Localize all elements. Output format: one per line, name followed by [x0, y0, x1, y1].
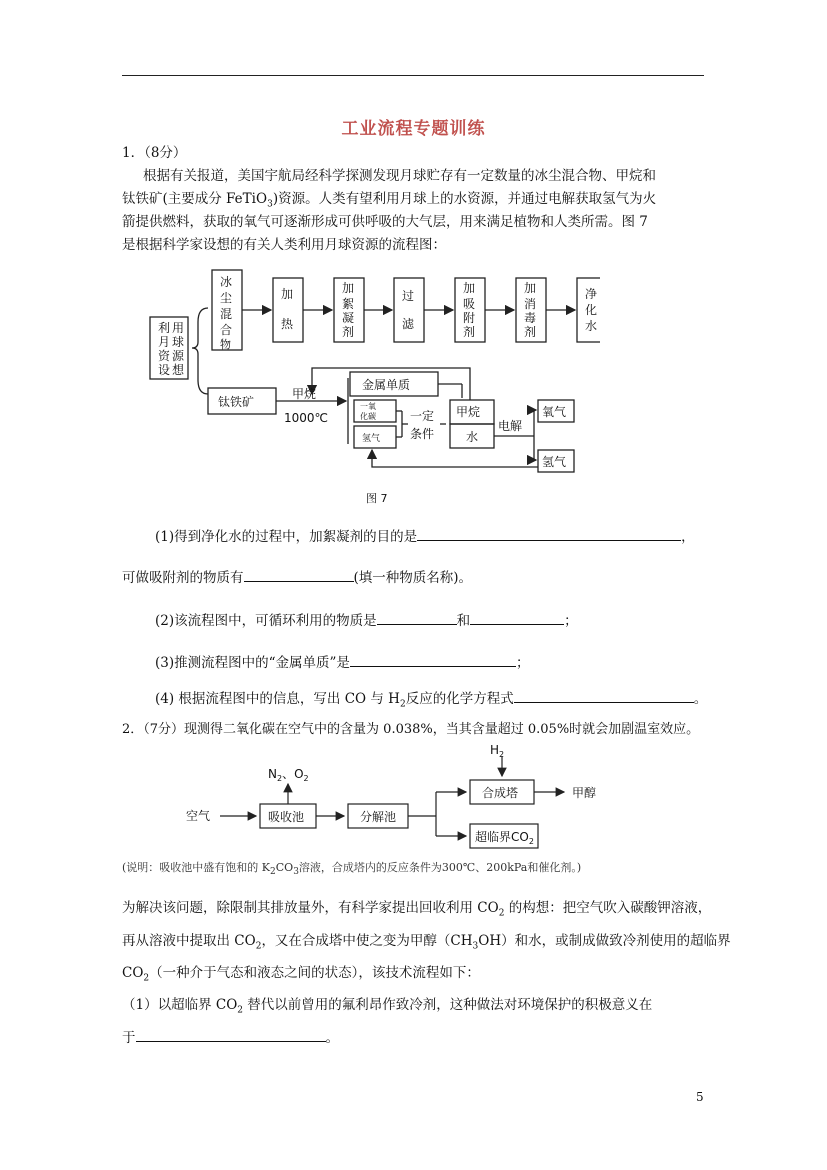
svg-text:金属单质: 金属单质 — [362, 378, 411, 392]
q2-para-3: $CO_2$（一种介于气态和液态之间的状态），该技术流程如下： — [122, 965, 480, 984]
q1-head: 1．（8分） — [122, 145, 187, 161]
svg-text:一定: 一定 — [410, 409, 435, 423]
svg-text:附: 附 — [463, 311, 476, 325]
flowchart-figure-7 — [140, 262, 600, 512]
svg-text:球: 球 — [172, 335, 185, 349]
svg-text:絮: 絮 — [342, 297, 355, 311]
page-number: 5 — [696, 1090, 704, 1104]
svg-text:水: 水 — [466, 430, 479, 444]
svg-text:剂: 剂 — [342, 325, 355, 339]
ore-text: 钛铁矿 — [218, 395, 255, 409]
left-label-col1-1: 利 — [158, 321, 171, 335]
answer-blank-5[interactable] — [350, 652, 516, 667]
q2-note: (说明：吸收池中盛有饱和的 $K_2CO_3$溶液，合成塔内的反应条件为300℃、200kPa和催化剂。) — [122, 861, 582, 878]
svg-text:甲烷: 甲烷 — [292, 387, 317, 401]
svg-text:合成塔: 合成塔 — [482, 786, 519, 800]
q2-sub1-b: 于 。 — [122, 1027, 339, 1048]
svg-text:氢气: 氢气 — [362, 434, 381, 444]
svg-text:过: 过 — [402, 289, 415, 303]
brace — [192, 308, 208, 394]
q2-para-2: 再从溶液中提取出 $CO_2$，又在合成塔中使之变为甲醇$(CH_3OH)$和水，或制成做致冷剂使用的超临界 — [122, 933, 731, 952]
svg-text:甲醇: 甲醇 — [572, 786, 597, 800]
svg-text:加: 加 — [281, 287, 294, 301]
q1-intro-1: 根据有关报道，美国宇航局经科学探测发现月球贮存有一定数量的冰尘混合物、甲烷和 — [143, 168, 656, 184]
svg-text:合: 合 — [220, 323, 233, 337]
svg-text:剂: 剂 — [463, 325, 476, 339]
svg-text:冰: 冰 — [220, 275, 233, 289]
svg-text:剂: 剂 — [524, 325, 537, 339]
q2-sub1-a: （1）以超临界 $CO_2$ 替代以前曾用的氟利昂作致冷剂，这种做法对环境保护的积极意义在 — [122, 997, 653, 1016]
svg-text:空气: 空气 — [186, 809, 211, 823]
svg-text:H2: $H_2$ — [490, 743, 505, 759]
answer-blank-6[interactable] — [514, 688, 694, 703]
svg-text:尘: 尘 — [220, 291, 233, 305]
figure-caption: 图 7 — [366, 492, 388, 505]
svg-text:混: 混 — [220, 307, 233, 321]
q1-intro-3: 箭提供燃料，获取的氧气可逐渐形成可供呼吸的大气层，用来满足植物和人类所需。图 7 — [122, 214, 648, 230]
q1-sub4: (4) 根据流程图中的信息，写出 CO 与 $H_2$反应的化学方程式 。 — [155, 688, 707, 715]
q2-head: 2．（7分）现测得二氧化碳在空气中的含量为 0.038%，当其含量超过 0.05%时就会加剧温室效应。 — [122, 722, 700, 737]
svg-text:加: 加 — [463, 281, 476, 295]
svg-text:净: 净 — [585, 287, 598, 301]
svg-text:条件: 条件 — [410, 427, 435, 441]
svg-text:月: 月 — [158, 335, 171, 349]
svg-text:想: 想 — [172, 363, 185, 377]
svg-text:吸收池: 吸收池 — [268, 810, 305, 824]
svg-text:超临界CO2: 超临界$CO_2$ — [475, 830, 534, 846]
answer-blank-7[interactable] — [136, 1027, 326, 1042]
answer-blank-4[interactable] — [470, 610, 564, 625]
svg-text:滤: 滤 — [402, 317, 415, 331]
q1-sub3: (3)推测流程图中的“金属单质”是 ； — [155, 652, 529, 673]
page-title: 工业流程专题训练 — [341, 119, 486, 139]
svg-text:水: 水 — [585, 319, 598, 333]
svg-text:用: 用 — [172, 321, 185, 335]
svg-text:一氧: 一氧 — [360, 402, 376, 411]
svg-text:加: 加 — [524, 281, 537, 295]
q1-sub1-b: 可做吸附剂的物质有 (填一种物质名称)。 — [122, 567, 472, 588]
q1-sub1-a: (1)得到净化水的过程中，加絮凝剂的目的是 ， — [155, 526, 695, 547]
svg-text:物: 物 — [220, 338, 231, 351]
svg-text:资: 资 — [158, 349, 171, 363]
svg-text:吸: 吸 — [463, 297, 476, 311]
q1-intro-2: 钛铁矿(主要成分 FeTiO$_3$)资源。人类有望利用月球上的水资源，并通过电解获取氢气为火 — [122, 191, 657, 210]
svg-text:1000℃: 1000℃ — [284, 411, 329, 425]
svg-text:热: 热 — [281, 317, 294, 331]
svg-text:化碳: 化碳 — [360, 412, 376, 421]
header-rule — [122, 75, 704, 76]
svg-text:消: 消 — [524, 297, 537, 311]
svg-text:化: 化 — [585, 303, 598, 317]
svg-text:甲烷: 甲烷 — [456, 405, 481, 419]
svg-text:电解: 电解 — [498, 419, 523, 433]
svg-text:设: 设 — [158, 363, 171, 377]
answer-blank-2[interactable] — [244, 567, 354, 582]
svg-text:分解池: 分解池 — [360, 810, 397, 824]
svg-text:凝: 凝 — [342, 311, 355, 325]
svg-text:源: 源 — [172, 349, 185, 363]
q1-sub2: (2)该流程图中，可循环利用的物质是 和 ； — [155, 610, 578, 631]
svg-text:氧气: 氧气 — [542, 405, 567, 419]
svg-text:毒: 毒 — [524, 311, 537, 325]
svg-text:N2、O2: $N_2$、$O_2$ — [268, 767, 309, 783]
svg-text:氢气: 氢气 — [542, 455, 567, 469]
svg-text:加: 加 — [342, 281, 355, 295]
q2-para-1: 为解决该问题，除限制其排放量外，有科学家提出回收利用 $CO_2$ 的构想：把空气吹入碳酸钾溶液， — [122, 900, 712, 919]
q1-intro-4: 是根据科学家设想的有关人类利用月球资源的流程图： — [122, 237, 446, 253]
answer-blank-3[interactable] — [377, 610, 457, 625]
answer-blank-1[interactable] — [417, 526, 681, 541]
